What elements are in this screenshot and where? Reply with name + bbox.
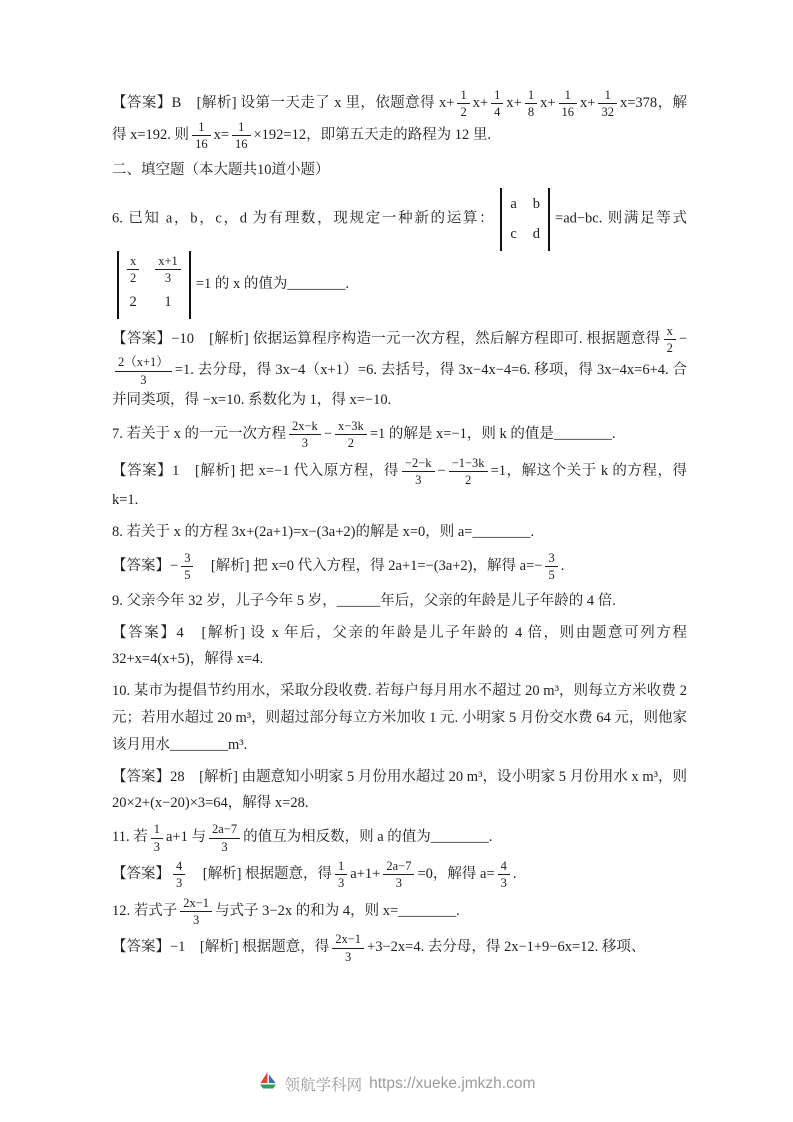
site-name: 领航学科网 xyxy=(284,1076,363,1094)
fraction: $\frac{2x-1}{3}$ xyxy=(180,896,212,928)
question-9: 9. 父亲今年 32 岁，儿子今年 5 岁，______年后，父亲的年龄是儿子年龄的 4 倍. xyxy=(112,592,616,609)
determinant xyxy=(500,188,550,251)
fraction: $\frac{2a-7}{3}$ xyxy=(383,859,414,891)
determinant-entry: c xyxy=(510,226,517,243)
site-url: https://xueke.jmkzh.com xyxy=(369,1074,536,1092)
determinant-entry: b xyxy=(532,196,541,213)
fraction: $\frac{3}{5}$ xyxy=(181,551,193,583)
fraction: $\frac{4}{3}$ xyxy=(498,859,510,891)
fraction: $\frac{2x-1}{3}$ xyxy=(332,932,364,964)
determinant-entry: 2 xyxy=(129,293,137,310)
page-footer xyxy=(0,1071,793,1096)
section-heading: 二、填空题（本大题共10道小题） xyxy=(112,161,330,178)
question-8: 8. 若关于 x 的方程 3x+(2a+1)=x−(3a+2)的解是 x=0，则 a=________. xyxy=(112,524,535,541)
answer-8: 【答案】− $\frac{3}{5}$ [解析] 把 x=0 代入方程，得 2a+1=−(3a+2)，解得 a=− $\frac{3}{5}$ . xyxy=(112,550,565,583)
fraction: $\frac{-2-k}{3}$ xyxy=(402,456,435,488)
determinant xyxy=(117,251,191,319)
question-7: 7. 若关于 x 的一元一次方程 $\frac{2x-k}{3}$ − $\frac{x-3k}{2}$ =1 的解是 x=−1，则 k 的值是________. xyxy=(112,418,616,451)
determinant-entry: d xyxy=(532,226,541,243)
fraction: $\frac{1}{8}$ xyxy=(525,88,537,120)
fraction: $\frac{1}{3}$ xyxy=(151,822,163,854)
question-11: 11. 若 $\frac{1}{3}$ a+1 与 $\frac{2a-7}{3}$ 的值互为相反数，则 a 的值为________. xyxy=(112,822,493,854)
fraction: $\frac{2a-7}{3}$ xyxy=(209,822,240,854)
determinant-entry: 1 xyxy=(164,293,172,310)
fraction: $\frac{-1-3k}{2}$ xyxy=(449,456,488,488)
answer-12: 【答案】−1 [解析] 根据题意，得 $\frac{2x-1}{3}$ +3−2x=4. 去分母，得 2x−1+9−6x=12. 移项、 xyxy=(112,932,646,964)
question-10: 10. 某市为提倡节约用水，采取分段收费. 若每户每月用水不超过 20 m³，则每立方米收费 2 元；若用水超过 20 m³，则超过部分每立方米加收 1 元. 小明家 5 月份交水费 64 元，则他家该月用水________m³. xyxy=(112,683,687,753)
answer-5: 【答案】B [解析] 设第一天走了 x 里，依题意得 x+ $\frac{1}{2}$ x+ $\frac{1}{4}$ x+ $\frac{1}{8}$ x+ $\frac{1}{16}$ x+ $\frac{1}{32}$ x=378，解得 x=192. 则 $\frac{1}{16}$ x= $\frac{1}{16}$ ×192=12，即第五天走的路程为 12 里. xyxy=(112,88,687,152)
fraction: $\frac{x+1}{3}$ xyxy=(155,254,181,286)
question-6: 6. 已知 a，b，c，d 为有理数，现规定一种新的运算： a b c d =ad−bc. 则满足等式 $\frac{x}{2}$ $\frac{x+1}{3}$ 2 1 =1 的 x 的值为________. xyxy=(112,188,687,318)
fraction: $\frac{1}{16}$ xyxy=(232,120,251,152)
fraction: $\frac{1}{16}$ xyxy=(559,88,578,120)
answer-9: 【答案】4 [解析] 设 x 年后，父亲的年龄是儿子年龄的 4 倍，则由题意可列方程 32+x=4(x+5)，解得 x=4. xyxy=(112,624,687,668)
fraction: $\frac{1}{4}$ xyxy=(491,88,503,120)
fraction: $\frac{1}{3}$ xyxy=(335,859,347,891)
determinant-entry xyxy=(155,254,181,286)
fraction: $\frac{1}{32}$ xyxy=(598,88,617,120)
fraction: $\frac{2(x+1)}{3}$ xyxy=(115,355,172,387)
fraction: $\frac{1}{16}$ xyxy=(192,120,211,152)
fraction: $\frac{x-3k}{2}$ xyxy=(335,419,367,451)
determinant-entry xyxy=(127,254,139,286)
fraction: $\frac{2x-k}{3}$ xyxy=(289,419,321,451)
fraction: $\frac{x}{2}$ xyxy=(127,254,139,286)
answer-6: 【答案】−10 [解析] 依据运算程序构造一元一次方程，然后解方程即可. 根据题意得 $\frac{x}{2}$ − $\frac{2(x+1)}{3}$ =1. 去分母，得 3x−4（x+1）=6. 去括号，得 3x−4x−4=6. 移项，得 3x−4x=6+4. 合并同类项，得 −x=10. 系数化为 1，得 x=−10. xyxy=(112,323,687,408)
fraction: $\frac{4}{3}$ xyxy=(173,859,185,891)
answer-10: 【答案】28 [解析] 由题意知小明家 5 月份用水超过 20 m³，设小明家 5 月份用水 x m³，则 20×2+(x−20)×3=64，解得 x=28. xyxy=(112,768,687,812)
fraction: $\frac{1}{2}$ xyxy=(457,88,469,120)
answer-7: 【答案】1 [解析] 把 x=−1 代入原方程，得 $\frac{-2-k}{3}$ − $\frac{-1-3k}{2}$ =1，解这个关于 k 的方程，得 k=1. xyxy=(112,455,687,509)
determinant-entry: a xyxy=(510,196,517,213)
site-logo-icon xyxy=(258,1071,278,1096)
fraction: $\frac{x}{2}$ xyxy=(664,324,676,356)
question-12: 12. 若式子 $\frac{2x-1}{3}$ 与式子 3−2x 的和为 4，则 x=________. xyxy=(112,895,460,928)
answer-11: 【答案】 $\frac{4}{3}$ [解析] 根据题意，得 $\frac{1}{3}$ a+1+ $\frac{2a-7}{3}$ =0，解得 a= $\frac{4}{3}$ . xyxy=(112,858,517,891)
fraction: $\frac{3}{5}$ xyxy=(545,551,557,583)
